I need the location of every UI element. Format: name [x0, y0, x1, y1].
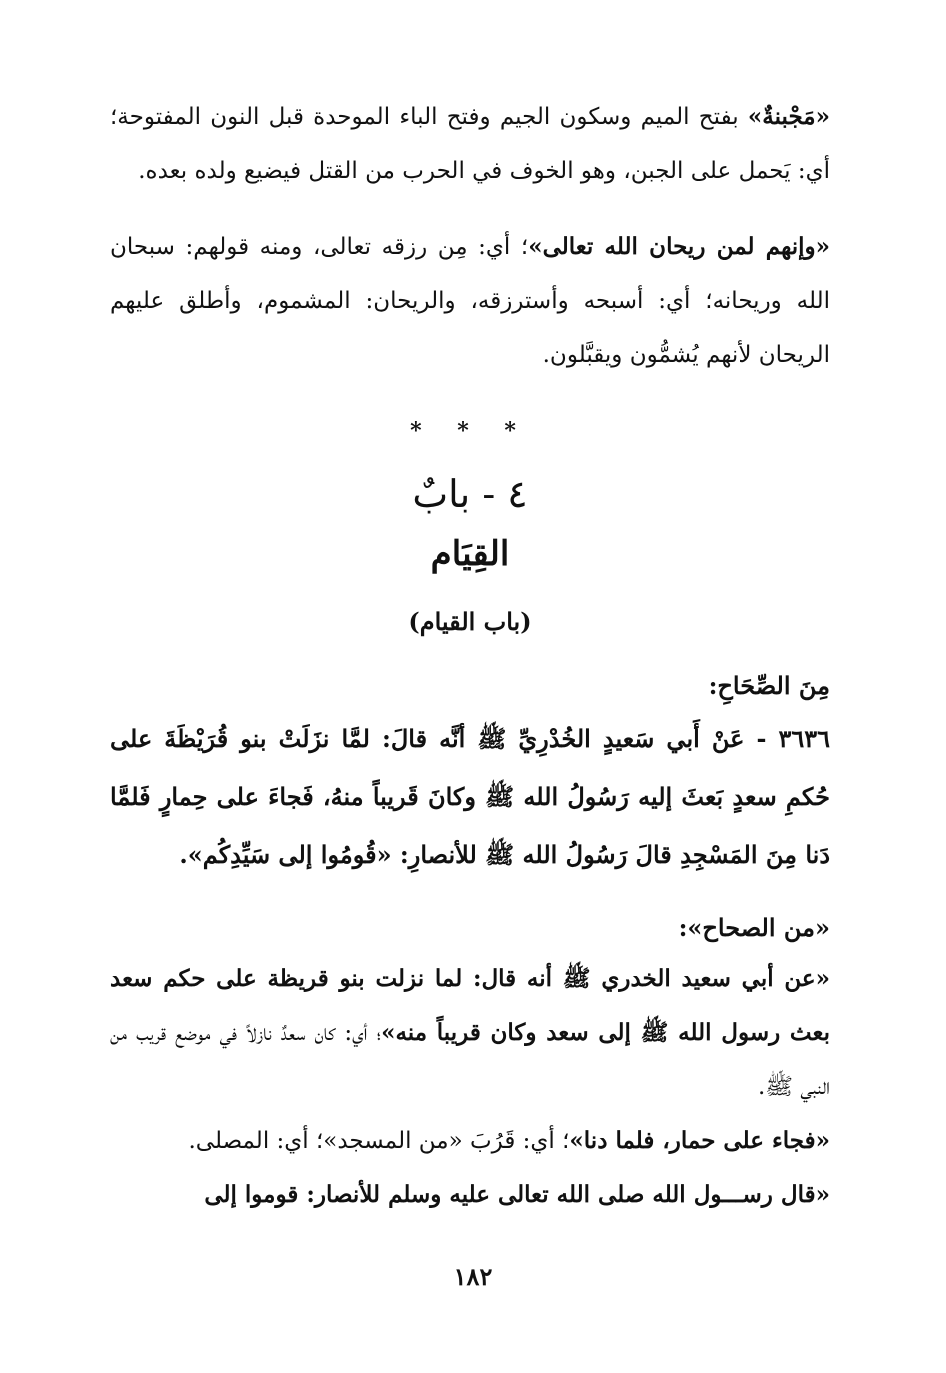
commentary-label: «من الصحاح»:	[678, 913, 830, 942]
commentary-paragraph-3	[110, 1168, 830, 1222]
commentary-quote-2: «فجاء على حمار، فلما دنا»	[569, 1127, 830, 1154]
section-heading: (باب القيام)	[408, 607, 532, 636]
commentary-paragraph-2	[110, 1114, 830, 1168]
chapter-title: القِيَام	[430, 534, 510, 574]
term-rayhan: «وإنهم لمن ريحان الله تعالى»	[528, 233, 830, 260]
chapter-number: ٤ - بابٌ	[412, 472, 528, 516]
explanation-majbana: بفتح الميم وسكون الجيم وفتح الباء الموحدة قبل النون المفتوحة؛ أي: يَحمل على الجبن، وهو الخوف في الحرب من القتل فيضيع ولده بعده.	[110, 104, 830, 184]
section-separator: * * *	[410, 418, 530, 444]
sihah-label: مِنَ الصِّحَاحِ:	[708, 671, 830, 700]
commentary-explanation-1: ؛ أي: كان سعدٌ نازلاً في موضع قريب من النبي ﷺ.	[110, 1020, 830, 1100]
explanation-rayhan: ؛ أي: مِن رزقه تعالى، ومنه قولهم: سبحان الله وريحانه؛ أي: أسبحه وأسترزقه، والريحان: المشموم، وأطلق عليهم الريحان لأنهم يُشمُّون ويقبَّلون.	[110, 234, 830, 368]
commentary-explanation-2: ؛ أي: قَرُبَ «من المسجد»؛ أي: المصلى.	[188, 1128, 570, 1154]
intro-paragraph-1	[110, 90, 830, 198]
commentary-paragraph-1	[110, 952, 830, 1114]
term-majbana: «مَجْبنةٌ»	[747, 103, 830, 130]
page-body	[110, 90, 830, 1222]
commentary-quote-1: «عن أبي سعيد الخدري ﷺ أنه قال: لما نزلت بنو قريظة على حكم سعد بعث رسول الله ﷺ إلى سعد وكان قريباً منه»	[110, 965, 830, 1046]
intro-paragraph-2	[110, 220, 830, 382]
page-number: ١٨٢	[453, 1262, 493, 1291]
hadith-3636: ٣٦٣٦ - عَنْ أَبي سَعيدٍ الخُدْرِيِّ ﷺ أنَّه قالَ: لمَّا نزَلَتْ بنو قُرَيْظَةَ على حُكمِ سعدٍ بَعثَ إليه رَسُولُ الله ﷺ وكانَ قَريباً منهُ، فَجاءَ على حِمارٍ فَلمَّا دَنا مِنَ المَسْجِدِ قالَ رَسُولُ الله ﷺ للأنصارِ: «قُومُوا إلى سَيِّدِكُم».	[110, 724, 830, 869]
commentary-quote-3: «قال رســـول الله صلى الله تعالى عليه وسلم للأنصار: قوموا إلى	[204, 1181, 830, 1208]
